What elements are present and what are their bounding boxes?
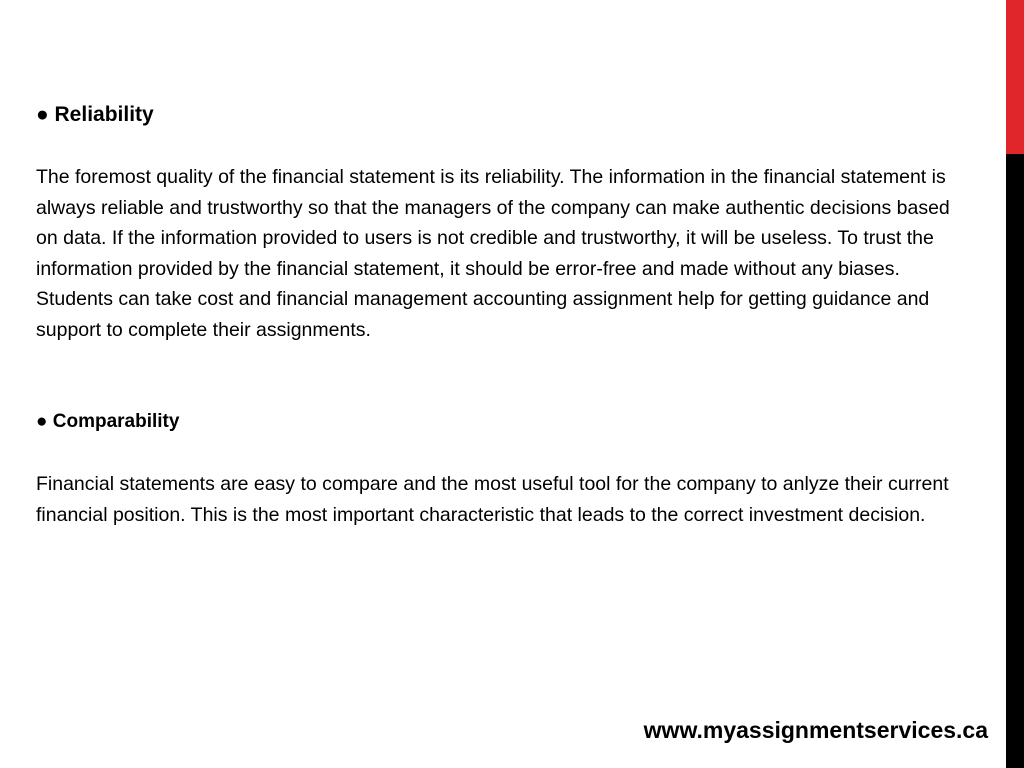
side-accent-red-segment <box>1006 0 1024 154</box>
footer-website-url: www.myassignmentservices.ca <box>643 717 988 743</box>
section-reliability <box>36 100 971 345</box>
section-body-reliability: The foremost quality of the financial statement is its reliability. The information in the financial statement is always reliable and trustworthy so that the managers of the company can make authentic decisions based on data. If the information provided to users is not credible and trustworthy, it will be useless. To trust the information provided by the financial statement, it should be error-free and made without any biases. Students can take cost and financial management accounting assignment help for getting guidance and support to complete their assignments. <box>36 166 950 341</box>
slide-content <box>36 100 971 530</box>
section-body-comparability: Financial statements are easy to compare and the most useful tool for the company to anlyze their current financial position. This is the most important characteristic that leads to the correct investment decision. <box>36 473 949 526</box>
side-accent-bar <box>1006 0 1024 768</box>
section-comparability <box>36 407 971 530</box>
section-heading-comparability: ● Comparability <box>36 411 180 432</box>
section-heading-reliability: ● Reliability <box>36 103 154 126</box>
